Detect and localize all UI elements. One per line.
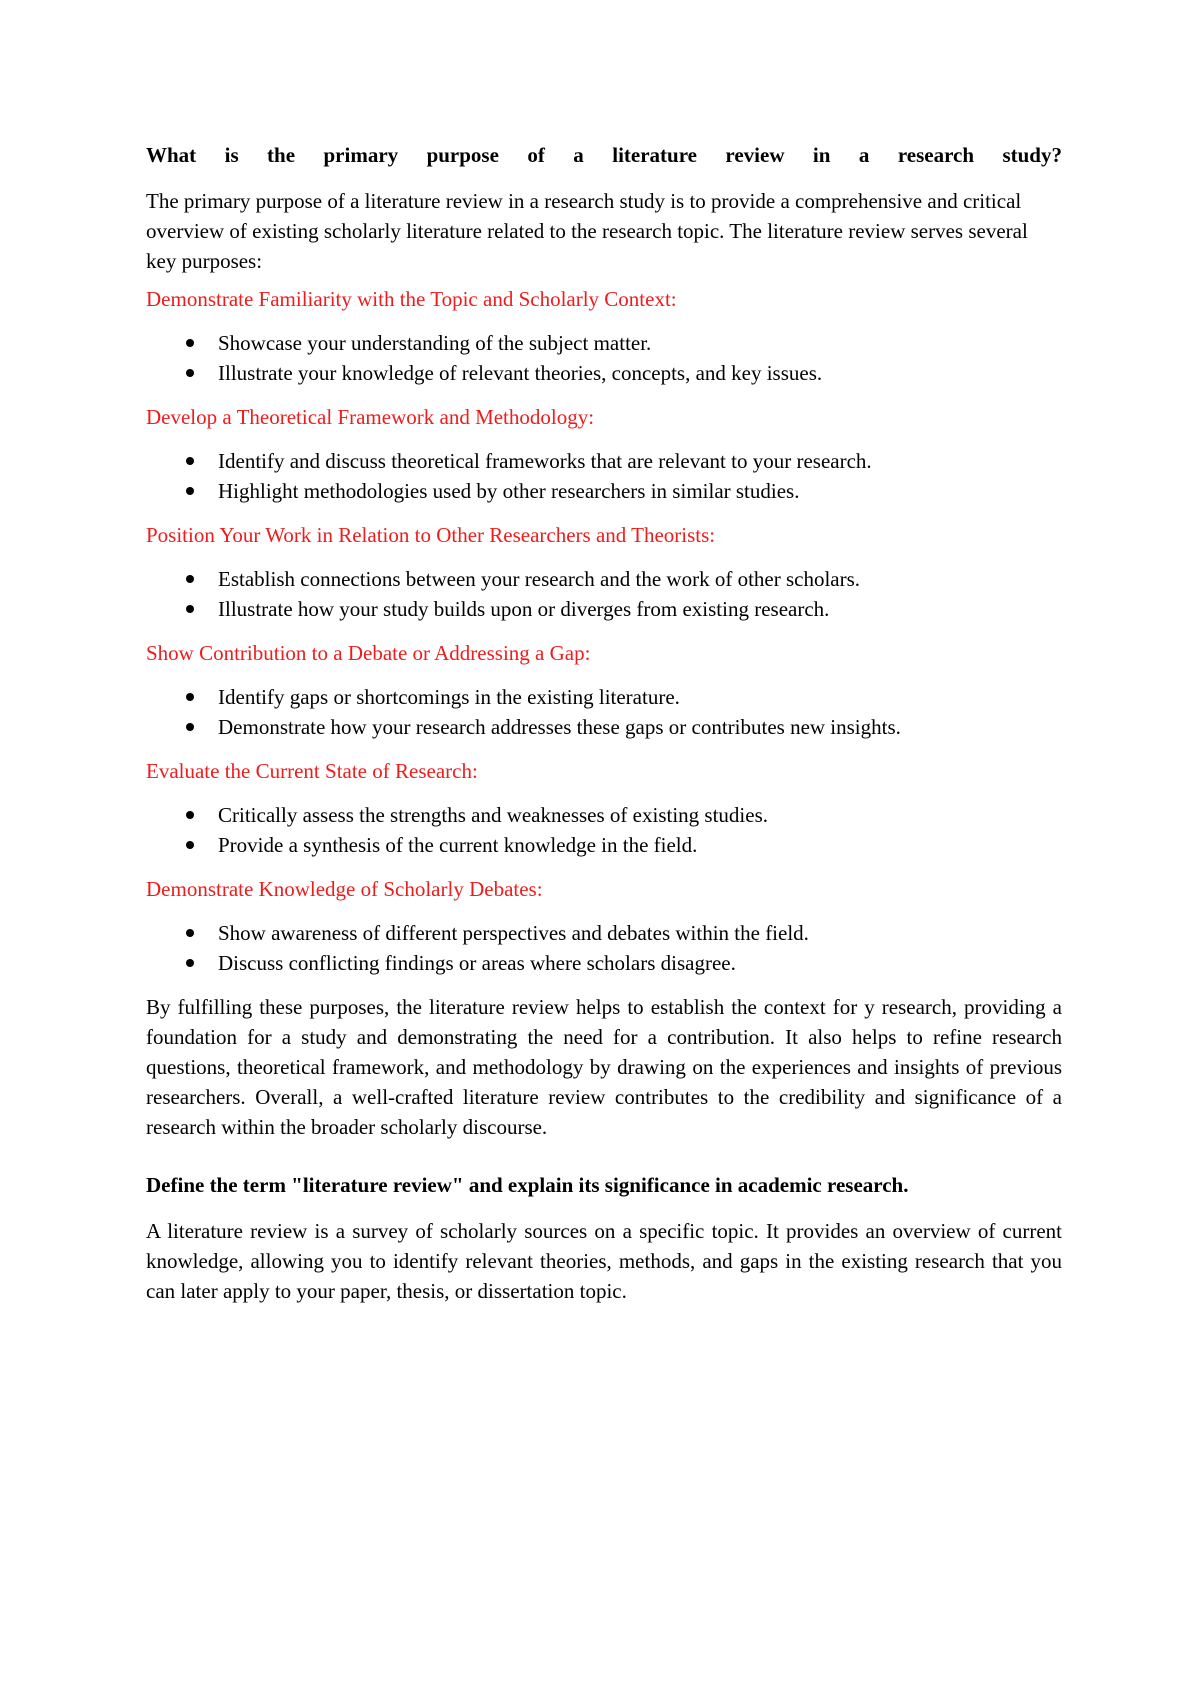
section-spacer: [146, 1150, 1062, 1170]
list-item: [146, 358, 1062, 388]
list-item-text: Identify and discuss theoretical frameworks that are relevant to your research.: [218, 449, 872, 473]
bullet-icon: [186, 841, 194, 849]
section-3: [146, 520, 1062, 624]
list-item: [146, 948, 1062, 978]
section-4: [146, 638, 1062, 742]
list-item-text: Establish connections between your research and the work of other scholars.: [218, 567, 861, 591]
bullet-icon: [186, 369, 194, 377]
bullet-icon: [186, 811, 194, 819]
section-2: [146, 402, 1062, 506]
section-heading: Evaluate the Current State of Research:: [146, 759, 478, 783]
section-5: [146, 756, 1062, 860]
section-heading: Demonstrate Familiarity with the Topic and Scholarly Context:: [146, 287, 677, 311]
bullet-list: [146, 564, 1062, 624]
bullet-icon: [186, 575, 194, 583]
document-page: [146, 140, 1062, 1314]
list-item-text: Illustrate your knowledge of relevant theories, concepts, and key issues.: [218, 361, 823, 385]
question-1-heading: What is the primary purpose of a literature review in a research study?: [146, 143, 1062, 167]
list-item-text: Show awareness of different perspectives and debates within the field.: [218, 921, 809, 945]
list-item-text: Demonstrate how your research addresses these gaps or contributes new insights.: [218, 715, 901, 739]
list-item-text: Illustrate how your study builds upon or diverges from existing research.: [218, 597, 830, 621]
section-heading: Show Contribution to a Debate or Addressing a Gap:: [146, 641, 591, 665]
section-heading: Develop a Theoretical Framework and Methodology:: [146, 405, 595, 429]
list-item: [146, 594, 1062, 624]
list-item: [146, 682, 1062, 712]
bullet-icon: [186, 339, 194, 347]
bullet-icon: [186, 723, 194, 731]
answer-2-paragraph: A literature review is a survey of scholarly sources on a specific topic. It provides an overview of current knowledge, allowing you to identify relevant theories, methods, and gaps in the existing research that you can later apply to your paper, thesis, or dissertation topic.: [146, 1219, 1062, 1303]
bullet-icon: [186, 693, 194, 701]
bullet-icon: [186, 487, 194, 495]
list-item: [146, 564, 1062, 594]
bullet-list: [146, 328, 1062, 388]
bullet-icon: [186, 605, 194, 613]
list-item-text: Provide a synthesis of the current knowledge in the field.: [218, 833, 698, 857]
conclusion-paragraph: By fulfilling these purposes, the literature review helps to establish the context for y research, providing a foundation for a study and demonstrating the need for a contribution. It also helps to refine research questions, theoretical framework, and methodology by drawing on the experiences and insights of previous researchers. Overall, a well-crafted literature review contributes to the credibility and significance of a research within the broader scholarly discourse.: [146, 995, 1062, 1139]
list-item: [146, 830, 1062, 860]
list-item-text: Identify gaps or shortcomings in the existing literature.: [218, 685, 680, 709]
bullet-list: [146, 800, 1062, 860]
list-item: [146, 800, 1062, 830]
bullet-list: [146, 446, 1062, 506]
list-item-text: Critically assess the strengths and weaknesses of existing studies.: [218, 803, 768, 827]
list-item: [146, 446, 1062, 476]
list-item: [146, 476, 1062, 506]
section-6: [146, 874, 1062, 978]
list-item-text: Showcase your understanding of the subject matter.: [218, 331, 652, 355]
bullet-icon: [186, 929, 194, 937]
list-item: [146, 712, 1062, 742]
list-item: [146, 918, 1062, 948]
section-heading: Position Your Work in Relation to Other Researchers and Theorists:: [146, 523, 716, 547]
list-item-text: Highlight methodologies used by other researchers in similar studies.: [218, 479, 800, 503]
bullet-list: [146, 682, 1062, 742]
section-heading: Demonstrate Knowledge of Scholarly Debates:: [146, 877, 543, 901]
intro-paragraph: The primary purpose of a literature review in a research study is to provide a comprehensive and critical overview of existing scholarly literature related to the research topic. The literature review serves several key purposes:: [146, 189, 1028, 273]
bullet-icon: [186, 457, 194, 465]
section-1: [146, 284, 1062, 388]
list-item-text: Discuss conflicting findings or areas where scholars disagree.: [218, 951, 736, 975]
bullet-icon: [186, 959, 194, 967]
question-2-heading: Define the term "literature review" and explain its significance in academic research.: [146, 1173, 909, 1197]
list-item: [146, 328, 1062, 358]
bullet-list: [146, 918, 1062, 978]
